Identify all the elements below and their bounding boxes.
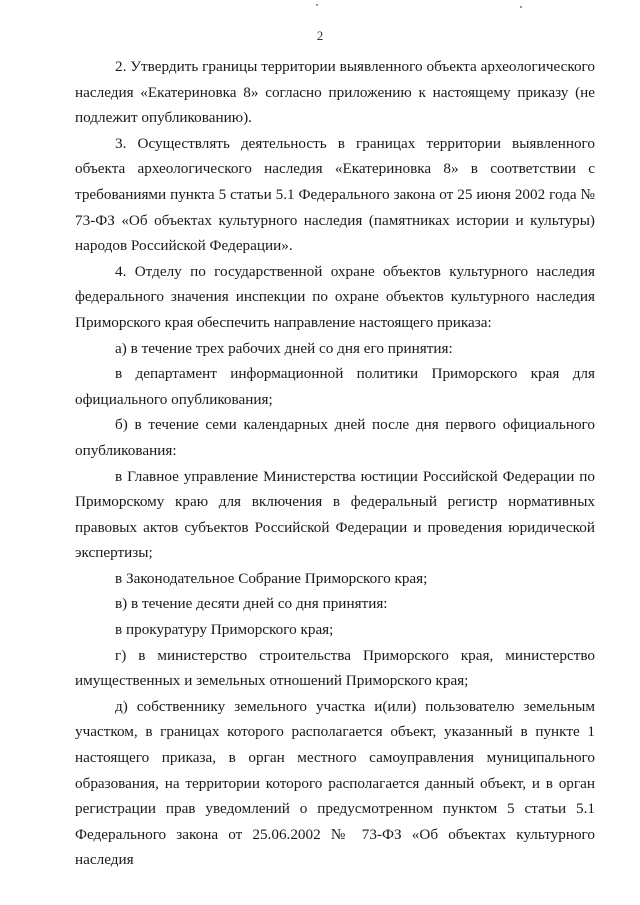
paragraph-recipient-info-policy: в департамент информационной политики Приморского края для официального опубликования;	[75, 365, 595, 408]
paragraph-item-3: 3. Осуществлять деятельность в границах территории выявленного объекта археологического наследия «Екатериновка 8» в соответствии с требованиями пункта 5 статьи 5.1 Федерального закона от 25 июня 2002 года № 73-ФЗ «Об объектах культурного наследия (памятниках истории и культуры) народов Российской Федерации».	[75, 134, 595, 255]
paragraph-subitem-b: б) в течение семи календарных дней после дня первого официального опубликования:	[75, 416, 595, 459]
paragraph-item-2: 2. Утвердить границы территории выявленного объекта археологического наследия «Екатериновка 8» согласно приложению к настоящему приказу (не подлежит опубликованию).	[75, 58, 595, 127]
paragraph-recipient-assembly: в Законодательное Собрание Приморского края;	[115, 569, 428, 587]
document-body	[75, 54, 595, 873]
scan-artifact	[316, 4, 318, 6]
paragraph-subitem-g: г) в министерство строительства Приморского края, министерство имущественных и земельных отношений Приморского края;	[75, 646, 595, 690]
paragraph-subitem-a: а) в течение трех рабочих дней со дня его принятия:	[115, 339, 453, 357]
paragraph-item-4: 4. Отделу по государственной охране объектов культурного наследия федерального значения инспекции по охране объектов культурного наследия Приморского края обеспечить направление настоящего приказа:	[75, 262, 595, 331]
paragraph-recipient-prosecutor: в прокуратуру Приморского края;	[115, 621, 334, 639]
scan-artifact	[520, 6, 522, 8]
paragraph-subitem-v: в) в течение десяти дней со дня принятия:	[115, 595, 388, 613]
page-number: 2	[316, 28, 324, 43]
paragraph-recipient-justice: в Главное управление Министерства юстиции Российской Федерации по Приморскому краю для включения в федеральный регистр нормативных правовых актов субъектов Российской Федерации и проведения юридической экспертизы;	[75, 467, 595, 562]
paragraph-subitem-d: д) собственнику земельного участка и(или) пользователю земельным участком, в границах которого располагается объект, указанный в пункте 1 настоящего приказа, в орган местного самоуправления муниципального образования, на территории которого располагается данный объект, и в орган регистрации прав уведомлений о предусмотренном пунктом 5 статьи 5.1 Федерального закона от 25.06.2002 № 73-ФЗ «Об объектах культурного наследия	[75, 697, 595, 869]
